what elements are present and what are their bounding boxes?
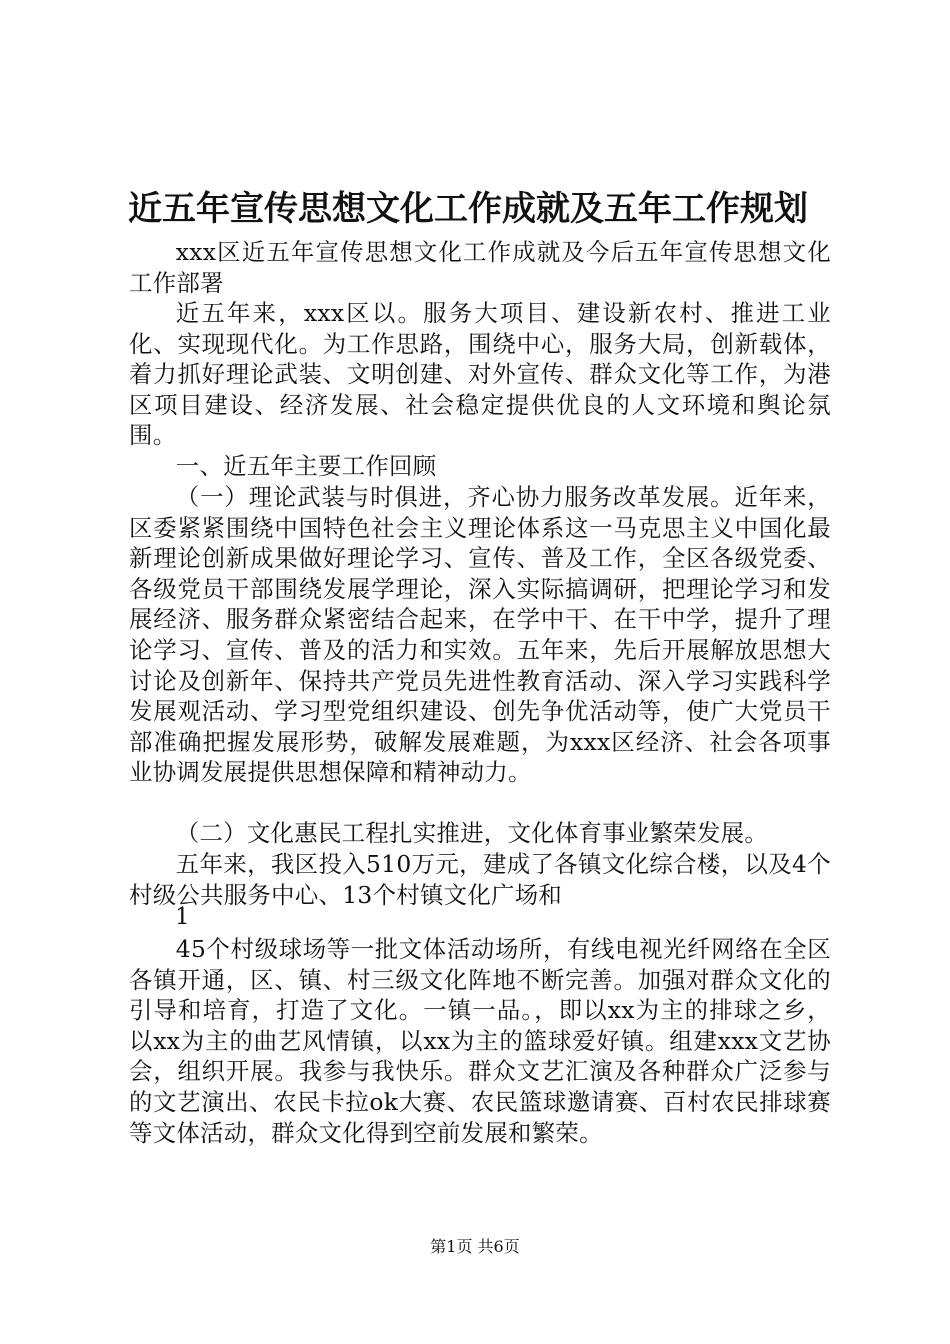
section-heading-review: 一、近五年主要工作回顾: [175, 452, 437, 480]
paragraph-theory: （一）理论武装与时俱进，齐心协力服务改革发展。近年来，区委紧紧围绕中国特色社会主义理论体系这一马克思主义中国化最新理论创新成果做好理论学习、宣传、普及工作，全区各级党委、各级党员干部围绕发展学理论，深入实际搞调研，把理论学习和发展经济、服务群众紧密结合起来，在学中干、在干中学，提升了理论学习、宣传、普及的活力和实效。五年来，先后开展解放思想大讨论及创新年、保持共产党员先进性教育活动、深入学习实践科学发展观活动、学习型党组织建设、创先争优活动等，使广大党员干部准确把握发展形势，破解发展难题，为xxx区经济、社会各项事业协调发展提供思想保障和精神动力。: [129, 483, 831, 787]
page-footer: 第1页 共6页: [430, 1237, 520, 1256]
page-break-marker: 1: [175, 904, 190, 930]
document-title: 近五年宣传思想文化工作成就及五年工作规划: [128, 189, 808, 229]
paragraph-culture-heading: （二）文化惠民工程扎实推进，文化体育事业繁荣发展。: [175, 819, 769, 847]
paragraph-intro: 近五年来，xxx区以。服务大项目、建设新农村、推进工业化、实现现代化。为工作思路，围绕中心，服务大局，创新载体，着力抓好理论武装、文明创建、对外宣传、群众文化等工作，为港区项目建设、经济发展、社会稳定提供优良的人文环境和舆论氛围。: [129, 299, 831, 450]
paragraph-continuation: 45个村级球场等一批文体活动场所，有线电视光纤网络在全区各镇开通，区、镇、村三级文化阵地不断完善。加强对群众文化的引导和培育，打造了文化。一镇一品。，即以xx为主的排球之乡，以xx为主的曲艺风情镇，以xx为主的篮球爱好镇。组建xxx文艺协会，组织开展。我参与我快乐。群众文艺汇演及各种群众广泛参与的文艺演出、农民卡拉ok大赛、农民篮球邀请赛、百村农民排球赛等文体活动，群众文化得到空前发展和繁荣。: [129, 935, 831, 1147]
paragraph-investment: 五年来，我区投入510万元，建成了各镇文化综合楼，以及4个村级公共服务中心、13个村镇文化广场和: [129, 850, 831, 909]
document-subtitle: xxx区近五年宣传思想文化工作成就及今后五年宣传思想文化工作部署: [129, 238, 831, 297]
